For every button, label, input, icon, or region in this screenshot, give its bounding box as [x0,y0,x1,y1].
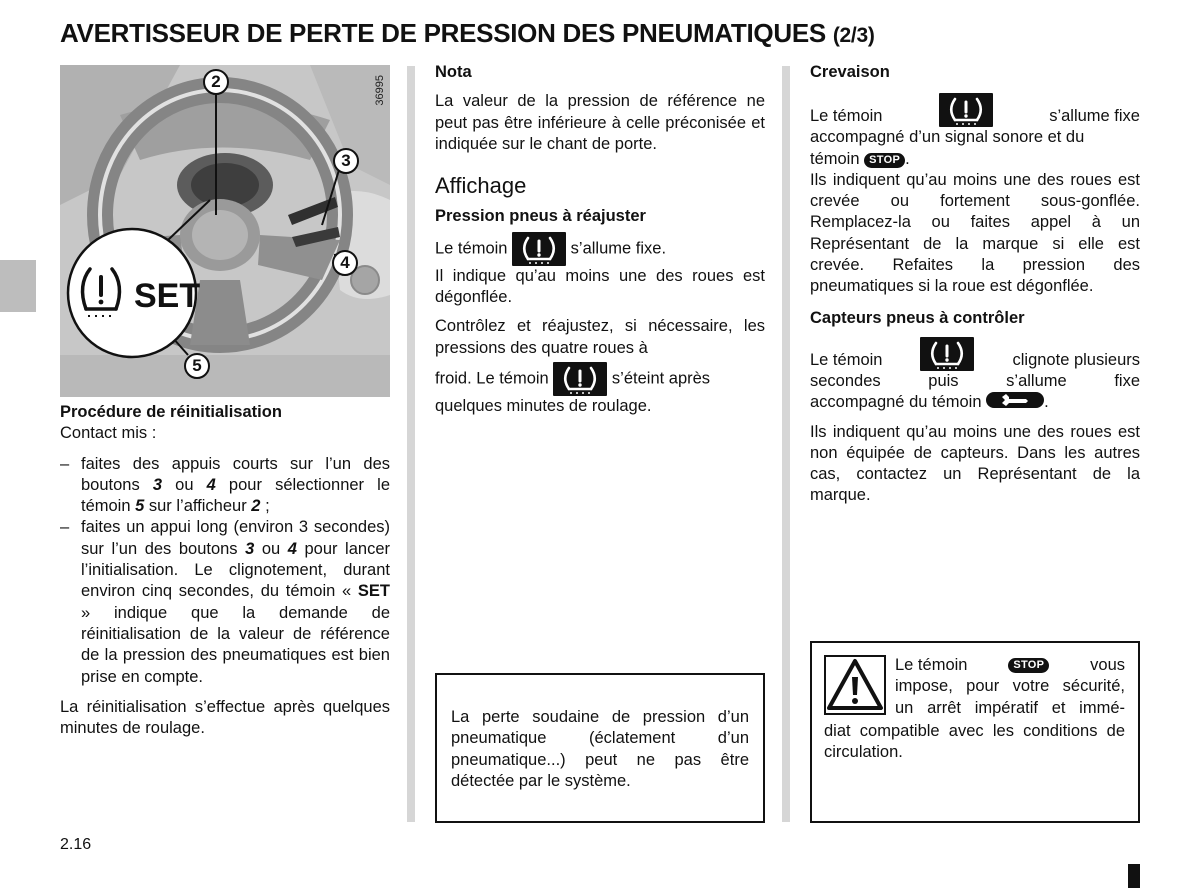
section-tab [0,260,36,312]
crevaison-line: Le témoin s’allume fixe [810,93,1140,127]
wrench-icon [986,392,1044,408]
procedure-step-2: – faites un appui long (environ 3 secondes) sur l’un des boutons 3 ou 4 pour lancer l’initialisation. Le clignotement, durant environ cinq secondes, du témoin « SET » indique que la demande de réinitialisation de la valeur de référence de la pression des pneumatiques est bien prise en compte. [60,517,390,687]
crevaison-explanation: Ils indiquent qu’au moins une des roues est crevée ou fortement sous-gonflée. Remplacez-la ou faites appel à un Représentant de la marque si elle est crevée. Refaites la pression des pneumatiques si la roue est dégonflée. [810,170,1140,296]
nota-heading: Nota [435,63,472,81]
figure-reference: 36995 [374,75,386,106]
callout-4: 4 [332,250,358,276]
column-separator [782,66,790,822]
column-left [60,402,390,739]
tire-pressure-icon [939,93,993,127]
crevaison-heading: Crevaison [810,63,890,81]
column-middle [435,62,765,417]
capteurs-heading: Capteurs pneus à contrôler [810,308,1025,327]
pression-heading: Pression pneus à réajuster [435,207,646,226]
contact-text: Contact mis : [60,424,157,443]
crevaison-temoin-stop: témoin STOP . [810,149,910,168]
capteurs-temoin-wrench: accompagné du témoin . [810,393,1049,412]
tire-pressure-icon [920,337,974,371]
warning-line-1: Le témoin STOP vous [895,656,1125,674]
info-box-text: La perte soudaine de pression d’un pneumatique (éclatement d’un pneumatique...) peut ne pas être détectée par le système. [451,708,749,790]
capteurs-secondes: secondes puis s’allume fixe [810,371,1140,390]
reset-final-text: La réinitialisation s’effectue après quelques minutes de roulage. [60,697,390,738]
callout-5: 5 [184,353,210,379]
procedure-heading: Procédure de réinitialisation [60,403,282,421]
column-right [810,62,1140,507]
roulage-text: quelques minutes de roulage. [435,396,652,415]
steering-wheel-illustration [60,65,390,397]
affichage-heading: Affichage [435,173,527,199]
warning-line-3: un arrêt impératif et immé- [895,698,1125,717]
callout-3: 3 [333,148,359,174]
callout-2: 2 [203,69,229,95]
warning-triangle-icon [824,655,886,717]
stop-icon: STOP [864,153,905,168]
title-suffix: (2/3) [832,24,875,47]
warning-line-4: diat compatible avec les conditions de circulation. [824,722,1125,762]
procedure-step-1: – faites des appuis courts sur l’un des boutons 3 ou 4 pour sélectionner le témoin 5 sur l’afficheur 2 ; [60,454,390,518]
info-box [435,673,765,823]
pression-line: Le témoin s’allume fixe. [435,232,765,266]
pression-explanation: Il indique qu’au moins une des roues est dégonflée. [435,266,765,307]
warning-box [810,641,1140,823]
tire-pressure-icon [512,232,566,266]
page-number: 2.16 [60,836,92,853]
warning-line-2: impose, pour votre sécurité, [895,677,1125,696]
column-separator [407,66,415,822]
steering-wheel-figure [60,65,390,397]
capteurs-line: Le témoin clignote plusieurs [810,337,1140,371]
controle-text: Contrôlez et réajustez, si nécessaire, les pressions des quatre roues à [435,317,765,357]
set-label: SET [134,277,201,315]
crevaison-accompagne: accompagné d’un signal sonore et du [810,128,1085,147]
stop-icon: STOP [1008,658,1049,673]
corner-mark [1128,864,1140,888]
page-title: AVERTISSEUR DE PERTE DE PRESSION DES PNEUMATIQUES (2/3) [60,18,875,48]
nota-text: La valeur de la pression de référence ne peut pas être inférieure à celle préconisée et indiquée sur le chant de porte. [435,92,765,153]
tire-pressure-icon [553,362,607,396]
capteurs-explanation: Ils indiquent qu’au moins une des roues est non équipée de capteurs. Dans les autres cas, contactez un Représentant de la marque. [810,422,1140,505]
froid-line: froid. Le témoin s’éteint après [435,362,765,396]
